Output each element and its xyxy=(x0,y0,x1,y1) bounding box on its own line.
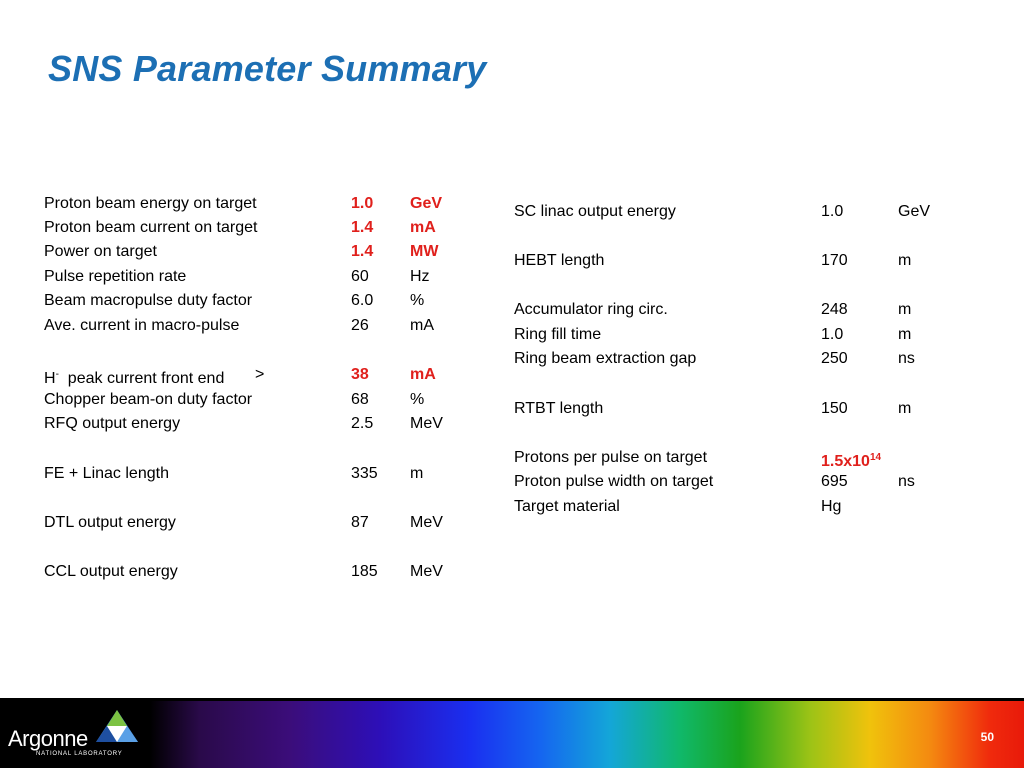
param-unit: MeV xyxy=(410,415,443,432)
param-unit: mA xyxy=(410,317,434,334)
param-value: 150 xyxy=(821,400,848,417)
param-value: 250 xyxy=(821,350,848,367)
param-unit: m xyxy=(410,465,424,482)
param-value: 38 xyxy=(351,366,369,383)
param-value: 1.0 xyxy=(821,203,844,220)
param-unit: GeV xyxy=(898,203,931,220)
param-unit: m xyxy=(898,252,912,269)
param-label: Pulse repetition rate xyxy=(44,268,187,285)
param-label: Ring fill time xyxy=(514,326,602,343)
param-unit: MW xyxy=(410,243,439,260)
right-parameter-table xyxy=(514,200,974,530)
param-unit: m xyxy=(898,326,912,343)
slide-title: SNS Parameter Summary xyxy=(48,48,487,89)
param-unit: MeV xyxy=(410,514,443,531)
param-value: 185 xyxy=(351,563,378,580)
param-value: 26 xyxy=(351,317,369,334)
param-unit: ns xyxy=(898,350,915,367)
argonne-logo xyxy=(8,708,138,764)
param-unit: Hz xyxy=(410,268,430,285)
param-value: 1.0 xyxy=(351,195,374,212)
param-label: HEBT length xyxy=(514,252,605,269)
param-value: 1.0 xyxy=(821,326,844,343)
param-value: 170 xyxy=(821,252,848,269)
param-value: 1.4 xyxy=(351,243,374,260)
param-label: DTL output energy xyxy=(44,514,176,531)
param-unit: m xyxy=(898,301,912,318)
param-label: Ave. current in macro-pulse xyxy=(44,317,240,334)
param-unit: % xyxy=(410,391,425,408)
param-value: 695 xyxy=(821,473,848,490)
left-parameter-table xyxy=(44,192,464,592)
param-value: 6.0 xyxy=(351,292,374,309)
h-label-rest: peak current front end xyxy=(58,370,225,387)
param-label: Power on target xyxy=(44,243,157,260)
logo-subtext: NATIONAL LABORATORY xyxy=(36,751,123,757)
param-value: 2.5 xyxy=(351,415,374,432)
param-label: Accumulator ring circ. xyxy=(514,301,668,318)
param-value: 335 xyxy=(351,465,378,482)
param-label: Proton beam energy on target xyxy=(44,195,257,212)
param-value: 68 xyxy=(351,391,369,408)
param-unit: m xyxy=(898,400,912,417)
param-label xyxy=(44,363,224,391)
param-label: Proton pulse width on target xyxy=(514,473,714,490)
param-label: Proton beam current on target xyxy=(44,219,258,236)
param-unit: ns xyxy=(898,473,915,490)
param-value: Hg xyxy=(821,498,842,515)
param-label: RTBT length xyxy=(514,400,604,417)
param-label: Ring beam extraction gap xyxy=(514,350,697,367)
param-label: SC linac output energy xyxy=(514,203,676,220)
param-label: Chopper beam-on duty factor xyxy=(44,391,253,408)
h-minus-superscript: - xyxy=(55,369,59,380)
page-number: 50 xyxy=(980,730,994,744)
param-value: 87 xyxy=(351,514,369,531)
param-label: Target material xyxy=(514,498,620,515)
param-label: RFQ output energy xyxy=(44,415,181,432)
protons-value: 1.5x10 xyxy=(821,453,870,470)
arrow-marker: > xyxy=(255,366,265,383)
param-value: 248 xyxy=(821,301,848,318)
param-unit: mA xyxy=(410,219,436,236)
param-value: 60 xyxy=(351,268,369,285)
footer-spectrum-bar xyxy=(0,701,1024,768)
param-unit: mA xyxy=(410,366,436,383)
logo-text: Argonne xyxy=(8,726,88,751)
param-label: FE + Linac length xyxy=(44,465,169,482)
param-label: CCL output energy xyxy=(44,563,178,580)
h-label: H xyxy=(44,370,56,387)
argonne-triangle-icon xyxy=(94,708,140,744)
param-label: Protons per pulse on target xyxy=(514,449,708,466)
param-unit: % xyxy=(410,292,425,309)
param-unit: MeV xyxy=(410,563,443,580)
param-unit: GeV xyxy=(410,195,443,212)
exponent: 14 xyxy=(869,452,882,463)
param-value: 1.4 xyxy=(351,219,374,236)
param-label: Beam macropulse duty factor xyxy=(44,292,253,309)
